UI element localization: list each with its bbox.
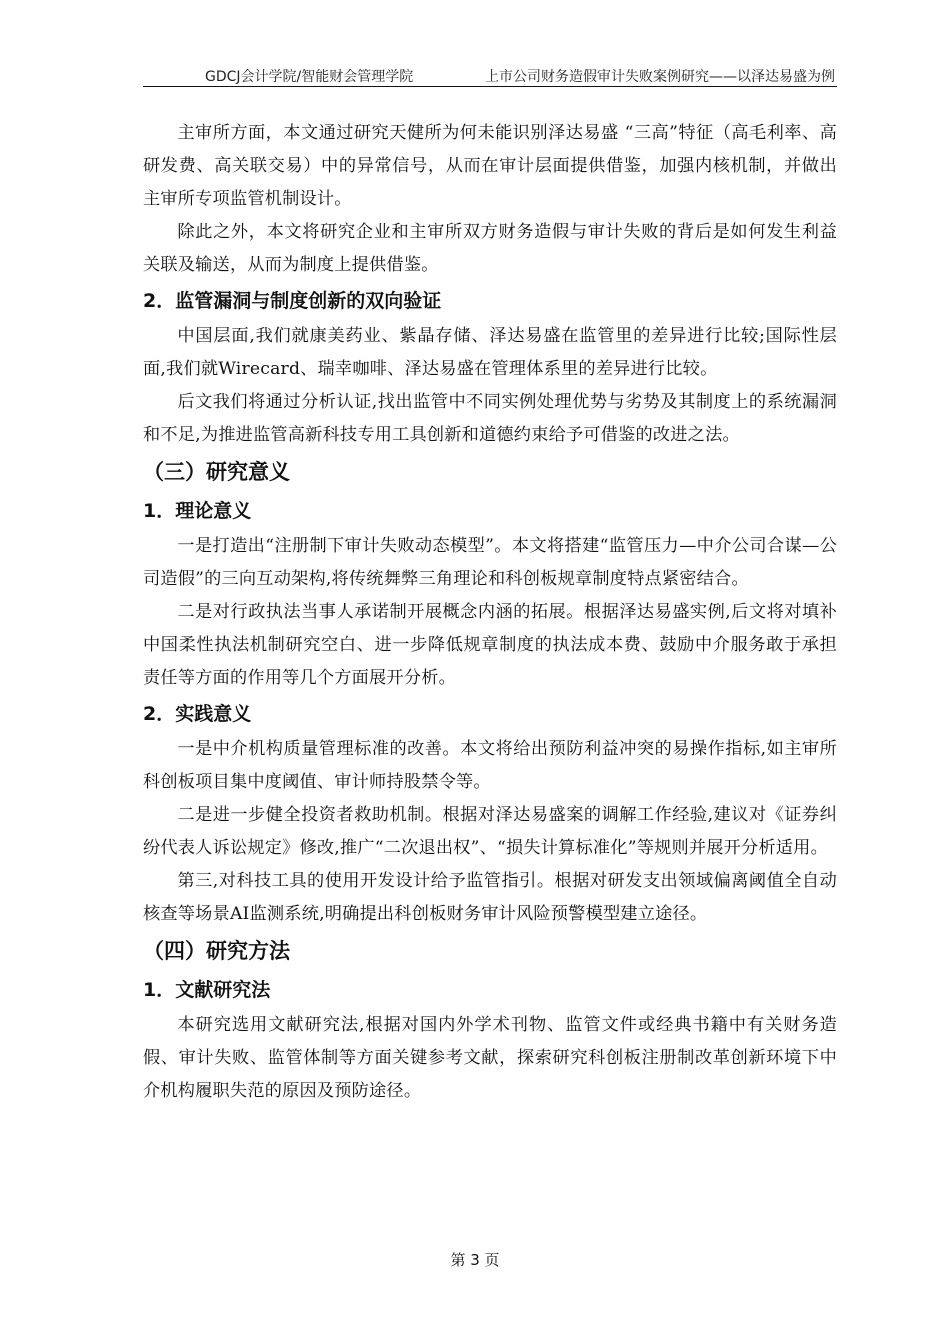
section-heading: 2．监管漏洞与制度创新的双向验证 <box>143 290 442 312</box>
page-body <box>143 117 837 1108</box>
paragraph: 二是对行政执法当事人承诺制开展概念内涵的拓展。根据泽达易盛实例,后文将对填补中国柔性执法机制研究空白、进一步降低规章制度的执法成本费、鼓励中介服务敢于承担责任等方面的作用等几个方面展开分析。 <box>143 602 837 688</box>
section-heading: 1．理论意义 <box>143 500 252 522</box>
paragraph: 后文我们将通过分析认证,找出监管中不同实例处理优势与劣势及其制度上的系统漏洞和不足,为推进监管高新科技专用工具创新和道德约束给予可借鉴的改进之法。 <box>143 392 837 445</box>
header-divider <box>143 86 837 87</box>
chapter-heading: （三）研究意义 <box>143 460 290 484</box>
paragraph: 除此之外，本文将研究企业和主审所双方财务造假与审计失败的背后是如何发生利益关联及输送，从而为制度上提供借鉴。 <box>143 222 837 275</box>
page-header <box>143 64 837 86</box>
paragraph: 本研究选用文献研究法,根据对国内外学术刊物、监管文件或经典书籍中有关财务造假、审计失败、监管体制等方面关键参考文献，探索研究科创板注册制改革创新环境下中介机构履职失范的原因及预防途径。 <box>143 1015 837 1101</box>
header-school: GDCJ会计学院/智能财会管理学院 <box>205 69 414 85</box>
section-heading: 2．实践意义 <box>143 703 252 725</box>
page-number: 第 3 页 <box>450 1251 500 1269</box>
paragraph: 第三,对科技工具的使用开发设计给予监管指引。根据对研发支出领域偏离阈值全自动核查等场景AI监测系统,明确提出科创板财务审计风险预警模型建立途径。 <box>143 871 837 924</box>
paragraph: 一是中介机构质量管理标准的改善。本文将给出预防利益冲突的易操作指标,如主审所科创板项目集中度阈值、审计师持股禁令等。 <box>143 739 837 792</box>
paragraph: 一是打造出“注册制下审计失败动态模型”。本文将搭建“监管压力—中介公司合谋—公司造假”的三向互动架构,将传统舞弊三角理论和科创板规章制度特点紧密结合。 <box>143 536 837 589</box>
header-thesis-title: 上市公司财务造假审计失败案例研究——以泽达易盛为例 <box>485 69 835 85</box>
paragraph: 中国层面,我们就康美药业、紫晶存储、泽达易盛在监管里的差异进行比较;国际性层面,我们就Wirecard、瑞幸咖啡、泽达易盛在管理体系里的差异进行比较。 <box>143 326 837 379</box>
section-heading: 1．文献研究法 <box>143 979 271 1001</box>
paragraph: 主审所方面，本文通过研究天健所为何未能识别泽达易盛 “三高”特征（高毛利率、高研发费、高关联交易）中的异常信号，从而在审计层面提供借鉴，加强内核机制，并做出主审所专项监管机制设计。 <box>143 123 837 209</box>
paragraph: 二是进一步健全投资者救助机制。根据对泽达易盛案的调解工作经验,建议对《证券纠纷代表人诉讼规定》修改,推广“二次退出权”、“损失计算标准化”等规则并展开分析适用。 <box>143 805 837 858</box>
chapter-heading: （四）研究方法 <box>143 939 290 963</box>
